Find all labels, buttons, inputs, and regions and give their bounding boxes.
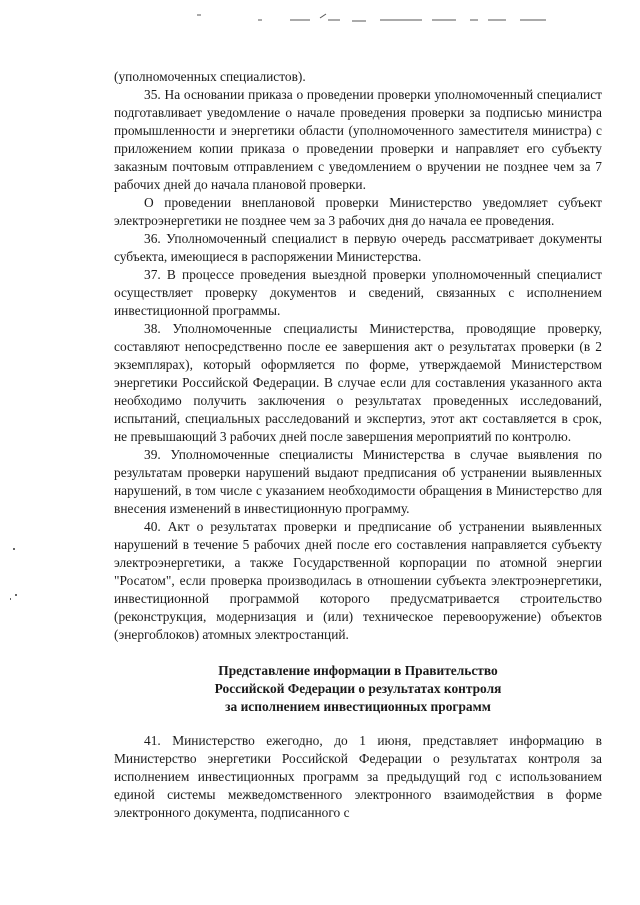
paragraph-36: 36. Уполномоченный специалист в первую очередь рассматривает документы субъекта, имеющиеся в распоряжении Министерства. xyxy=(114,231,602,264)
paragraph-40: 40. Акт о результатах проверки и предписание об устранении выявленных нарушений в течение 5 рабочих дней после его составления направляется субъекту электроэнергетики, а также Государственной корпорации по атомной энергии "Росатом", если проверка производилась в отношении субъекта электроэнергетики, инвестиционной программой которого предусматривается строительство (реконструкция, модернизация и (или) техническое перевооружение) объектов (энергоблоков) атомных электростанций. xyxy=(114,519,602,642)
paragraph-37: 37. В процессе проведения выездной проверки уполномоченный специалист осуществляет проверку документов и сведений, связанных с исполнением инвестиционной программы. xyxy=(114,267,602,318)
section-heading xyxy=(114,662,602,716)
document-body xyxy=(114,68,602,822)
section-heading-line-1: Представление информации в Правительство xyxy=(218,663,498,678)
paragraph-35: 35. На основании приказа о проведении проверки уполномоченный специалист подготавливает уведомление о начале проведения проверки за подписью министра промышленности и энергетики области (уполномоченного заместителя министра) с приложением копии приказа о проведении проверки и направляет его субъекту заказным почтовым отправлением с уведомлением о вручении не позднее чем за 7 рабочих дней до начала плановой проверки. xyxy=(114,87,602,192)
paragraph-39: 39. Уполномоченные специалисты Министерства в случае выявления по результатам проверки нарушений выдают предписания об устранении выявленных нарушений, в том числе с указанием необходимости обращения в Министерство для внесения изменений в инвестиционную программу. xyxy=(114,447,602,516)
section-heading-line-3: за исполнением инвестиционных программ xyxy=(225,699,491,714)
paragraph-41: 41. Министерство ежегодно, до 1 июня, представляет информацию в Министерство энергетики Российской Федерации о результатах контроля за исполнением инвестиционных программ за предыдущий год с использованием единой системы межведомственного электронного взаимодействия в форме электронного документа, подписанного с xyxy=(114,733,602,820)
section-heading-line-2: Российской Федерации о результатах контроля xyxy=(214,681,502,696)
paragraph-unscheduled-inspection: О проведении внеплановой проверки Министерство уведомляет субъект электроэнергетики не позднее чем за 3 рабочих дня до начала ее проведения. xyxy=(114,195,602,228)
paragraph-continuation: (уполномоченных специалистов). xyxy=(114,69,306,84)
paragraph-38: 38. Уполномоченные специалисты Министерства, проводящие проверку, составляют непосредственно после ее завершения акт о результатах проверки (в 2 экземплярах), который оформляется по форме, утверждаемой Министерством энергетики Российской Федерации. В случае если для составления указанного акта необходимо получить заключения о результатах проведенных исследований, испытаний, специальных расследований и экспертиз, этот акт составляется в срок, не превышающий 3 рабочих дней после завершения мероприятий по контролю. xyxy=(114,321,602,444)
